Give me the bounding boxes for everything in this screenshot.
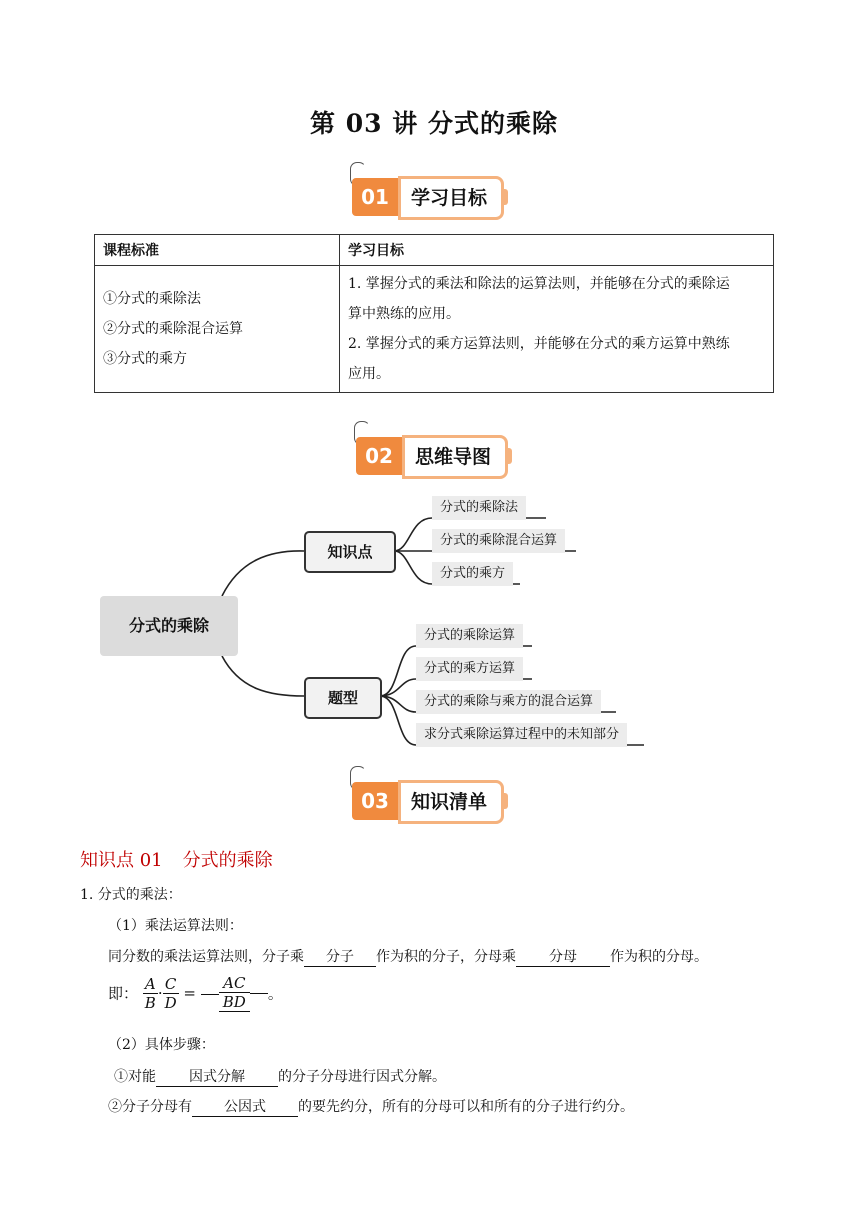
rule-text-part: 作为积的分母。 — [610, 949, 708, 965]
knowledge-point-heading — [80, 846, 273, 872]
knowledge-point-name: 分式的乘除 — [182, 850, 273, 871]
item-heading: 1. 分式的乘法： — [80, 887, 182, 903]
mindmap-branch-knowledge: 知识点 — [304, 531, 396, 573]
section-label: 思维导图 — [402, 435, 508, 479]
step-text: ①对能 — [114, 1069, 156, 1085]
mindmap-leaf: 分式的乘除混合运算 — [432, 529, 565, 553]
fill-blank: 公因式 — [192, 1096, 298, 1117]
standard-item: ①分式的乘除法 — [103, 291, 201, 307]
rule-text-part: 同分数的乘法运算法则，分子乘 — [108, 949, 304, 965]
sub-heading: （1）乘法运算法则： — [108, 918, 243, 934]
formula-end: 。 — [267, 984, 283, 1003]
fraction-numerator: C — [164, 974, 177, 993]
formula — [108, 974, 283, 1012]
step-text: ②分子分母有 — [108, 1099, 192, 1115]
step-2 — [108, 1096, 634, 1117]
blank-line — [201, 994, 219, 995]
fraction-c-over-d — [163, 975, 179, 1012]
goal-line: 2. 掌握分式的乘方运算法则，并能够在分式的乘方运算中熟练 — [348, 336, 730, 352]
fraction-denominator: D — [164, 993, 177, 1012]
section-label: 学习目标 — [398, 176, 504, 220]
fraction-denominator: BD — [219, 992, 250, 1011]
fraction-denominator: B — [144, 993, 156, 1012]
fill-blank: 因式分解 — [156, 1066, 278, 1087]
mindmap-leaf: 分式的乘方运算 — [416, 657, 523, 681]
formula-prefix: 即： — [108, 984, 139, 1003]
step-text: 的分子分母进行因式分解。 — [278, 1069, 446, 1085]
section-number: 01 — [352, 178, 398, 216]
section-number: 03 — [352, 782, 398, 820]
mindmap-leaf: 分式的乘除与乘方的混合运算 — [416, 690, 601, 714]
sub-heading: （2）具体步骤： — [108, 1037, 215, 1053]
table-header-goal: 学习目标 — [340, 235, 774, 266]
rule-text — [108, 946, 708, 967]
mindmap-leaf: 求分式乘除运算过程中的未知部分 — [416, 723, 627, 747]
mindmap-leaf: 分式的乘方 — [432, 562, 513, 586]
goal-line: 应用。 — [348, 366, 390, 382]
equals-sign: = — [183, 984, 196, 1002]
goal-line: 1. 掌握分式的乘法和除法的运算法则，并能够在分式的乘除运 — [348, 276, 730, 292]
knowledge-point-number: 知识点 01 — [80, 850, 163, 871]
fill-blank: 分母 — [516, 946, 610, 967]
fill-blank: 分子 — [304, 946, 376, 967]
rule-text-part: 作为积的分子，分母乘 — [376, 949, 516, 965]
mindmap-leaf: 分式的乘除法 — [432, 496, 526, 520]
fraction-numerator: A — [144, 974, 156, 993]
section-number: 02 — [356, 437, 402, 475]
result-fraction — [219, 974, 250, 1012]
mindmap-branch-question-types: 题型 — [304, 677, 382, 719]
step-text: 的要先约分，所有的分母可以和所有的分子进行约分。 — [298, 1099, 634, 1115]
section-label: 知识清单 — [398, 780, 504, 824]
section-badge-knowledge — [352, 780, 518, 820]
step-1 — [114, 1066, 446, 1087]
standard-item: ②分式的乘除混合运算 — [103, 321, 243, 337]
mindmap-leaf: 分式的乘除运算 — [416, 624, 523, 648]
page-title: 第 03 讲 分式的乘除 — [310, 109, 558, 138]
blank-line — [250, 993, 268, 994]
mindmap-root: 分式的乘除 — [100, 596, 238, 656]
fraction-a-over-b — [143, 975, 158, 1012]
fraction-numerator: AC — [223, 974, 246, 992]
goal-line: 算中熟练的应用。 — [348, 306, 460, 322]
dot-operator: · — [157, 984, 163, 1002]
table-header-standard: 课程标准 — [95, 235, 340, 266]
standard-item: ③分式的乘方 — [103, 351, 187, 367]
